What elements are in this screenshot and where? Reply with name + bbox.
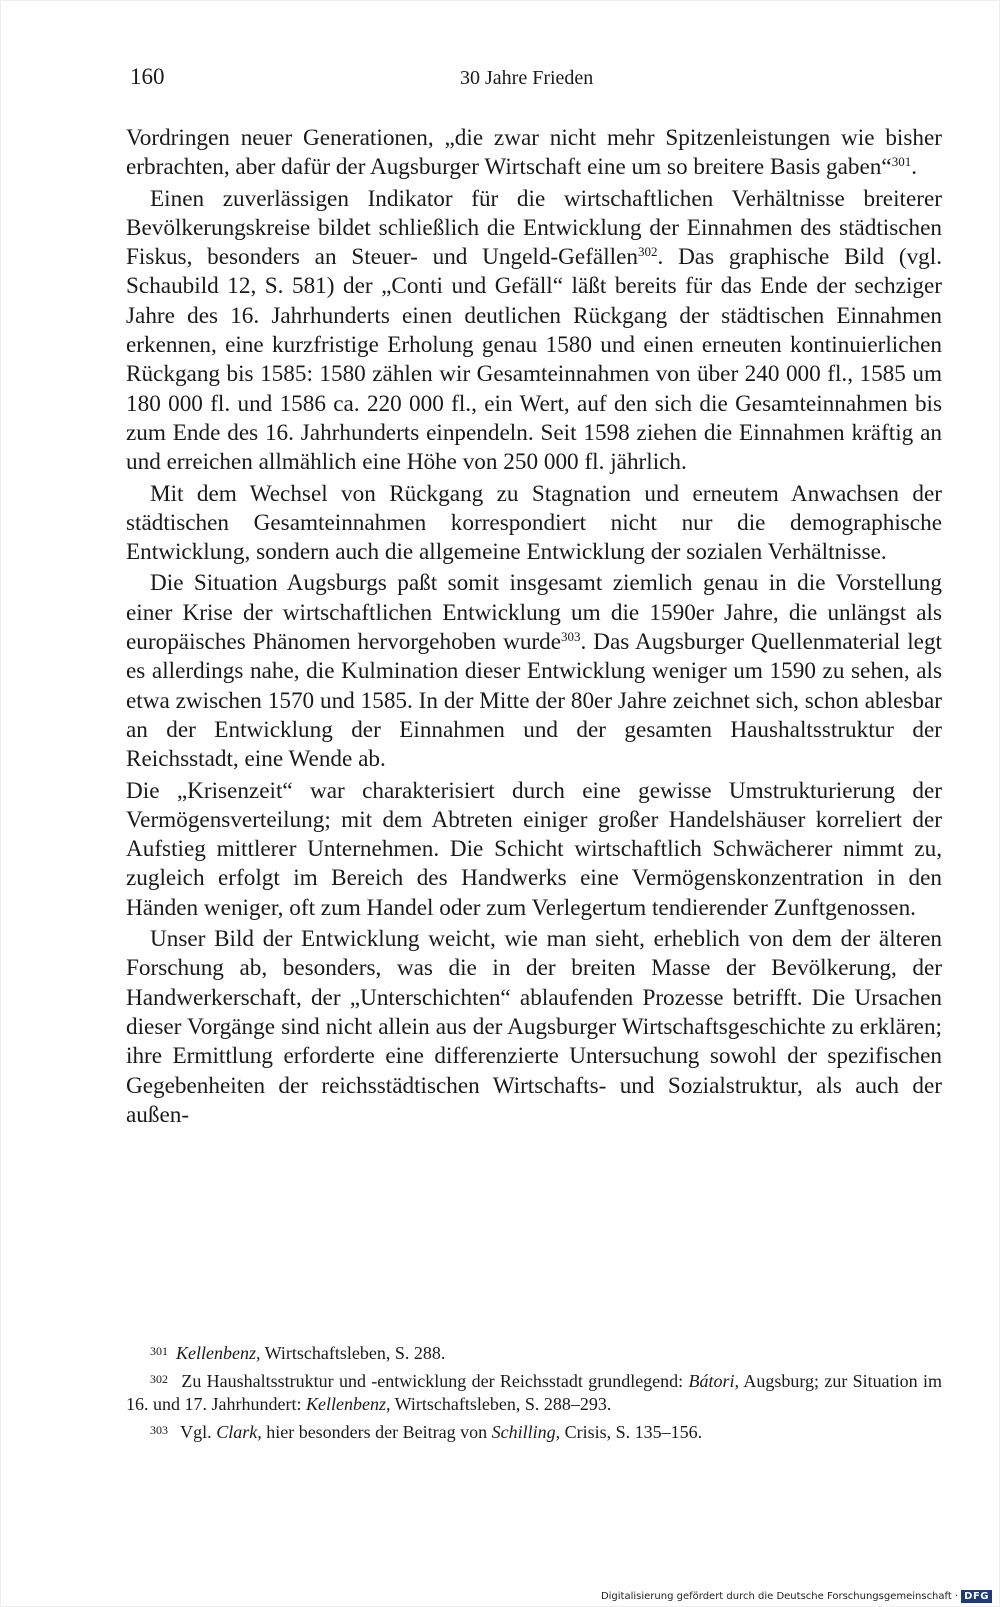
- footnote-ref-303[interactable]: 303: [561, 629, 581, 645]
- main-text: [126, 124, 942, 1132]
- paragraph-1: Vordringen neuer Generationen, „die zwar nicht mehr Spitzenleistungen wie bisher erbrachten, aber dafür der Augsburger Wirtschaft eine um so breitere Basis gaben“$^{301}$.: [126, 125, 942, 181]
- author-name: Schilling,: [491, 1421, 561, 1442]
- footnote-ref-301[interactable]: 301: [891, 154, 912, 170]
- paragraph-6: Unser Bild der Entwicklung weicht, wie man sieht, erheblich von dem der älteren Forschung ab, besonders, was die in der breiten Masse der Bevölkerung, der Handwerkerschaft, der „Unterschichten“ ablaufenden Prozesse betrifft. Die Ursachen dieser Vorgänge sind nicht allein aus der Augsburger Wirtschaftsgeschichte zu erklären; ihre Ermittlung erforderte eine differenzierte Untersuchung sowohl der spezifischen Gegebenheiten der reichsstädtischen Wirtschafts- und Sozialstruktur, als auch der außen-: [126, 926, 942, 1128]
- footnote-number: 303: [150, 1422, 168, 1437]
- author-name: Kellenbenz,: [176, 1343, 261, 1363]
- page-number: 160: [130, 64, 165, 89]
- page-header: [130, 64, 936, 94]
- footnote-number: 301: [150, 1344, 168, 1358]
- paragraph-3: Mit dem Wechsel von Rückgang zu Stagnation und erneutem Anwachsen der städtischen Gesamteinnahmen korrespondiert nicht nur die demographische Entwicklung, sondern auch die allgemeine Entwicklung der sozialen Verhältnisse.: [126, 480, 942, 566]
- paragraph-4: Die Situation Augsburgs paßt somit insgesamt ziemlich genau in die Vorstellung einer Krise der wirtschaftlichen Entwicklung um die 1590er Jahre, die unlängst als europäisches Phänomen hervorgehoben wurde$^{303}$. Das Augsburger Quellenmaterial legt es allerdings nahe, die Kulmination dieser Entwicklung weniger um 1590 zu sehen, als etwa zwischen 1570 und 1585. In der Mitte der 80er Jahre zeichnet sich, schon ablesbar an der Entwicklung der Einnahmen und der gesamten Haushaltsstruktur der Reichsstadt, eine Wende ab.: [126, 570, 942, 773]
- credit-text: Digitalisierung gefördert durch die Deutsche Forschungsgemeinschaft ·: [600, 1591, 959, 1602]
- footnote-ref-302[interactable]: 302: [637, 244, 658, 260]
- author-name: Kellenbenz,: [305, 1394, 391, 1414]
- author-name: Clark,: [216, 1421, 262, 1442]
- footnote-303: $^{303}$ Vgl. Clark, hier besonders der Beitrag von Schilling, Crisis, S. 135–156.: [126, 1419, 942, 1445]
- dfg-logo: DFG: [961, 1590, 992, 1603]
- paragraph-5: Die „Krisenzeit“ war charakterisiert durch eine gewisse Umstrukturierung der Vermögensverteilung; mit dem Abtreten einiger großer Handelshäuser korreliert der Aufstieg mittlerer Unternehmen. Die Schicht wirtschaftlich Schwächerer nimmt zu, zugleich erfolgt im Bereich des Handwerks eine Vermögenskonzentration in den Händen weniger, oft zum Handel oder zum Verlegertum tendierender Zunftgenossen.: [126, 777, 942, 921]
- digitization-credit: [601, 1590, 992, 1603]
- footnote-301: $^{301}$ Kellenbenz, Wirtschaftsleben, S. 288.: [126, 1340, 942, 1366]
- footnote-302: $^{302}$ Zu Haushaltsstruktur und -entwicklung der Reichsstadt grundlegend: Bátori, Augsburg; zur Situation im 16. und 17. Jahrhundert: Kellenbenz, Wirtschaftsleben, S. 288–293.: [126, 1370, 943, 1414]
- running-title: 30 Jahre Frieden: [460, 67, 594, 89]
- author-name: Bátori,: [688, 1370, 740, 1391]
- footnote-number: 302: [150, 1371, 168, 1386]
- paragraph-2: Einen zuverlässigen Indikator für die wirtschaftlichen Verhältnisse breiterer Bevölkerungskreise bildet schließlich die Entwicklung der Einnahmen des städtischen Fiskus, besonders an Steuer- und Ungeld-Gefällen$^{302}$. Das graphische Bild (vgl. Schaubild 12, S. 581) der „Conti und Gefäll“ läßt bereits für das Ende der sechziger Jahre des 16. Jahrhunderts einen deutlichen Rückgang der städtischen Einnahmen erkennen, eine kurzfristige Erholung genau 1580 und einen erneuten kontinuierlichen Rückgang bis 1585: 1580 zählen wir Gesamteinnahmen von über 240 000 fl., 1585 um 180 000 fl. und 1586 ca. 220 000 fl., ein Wert, auf den sich die Gesamteinnahmen bis zum Ende des 16. Jahrhunderts einpendeln. Seit 1598 ziehen die Einnahmen kräftig an und erreichen allmählich eine Höhe von 250 000 fl. jährlich.: [126, 185, 943, 476]
- footnotes: [126, 1340, 942, 1444]
